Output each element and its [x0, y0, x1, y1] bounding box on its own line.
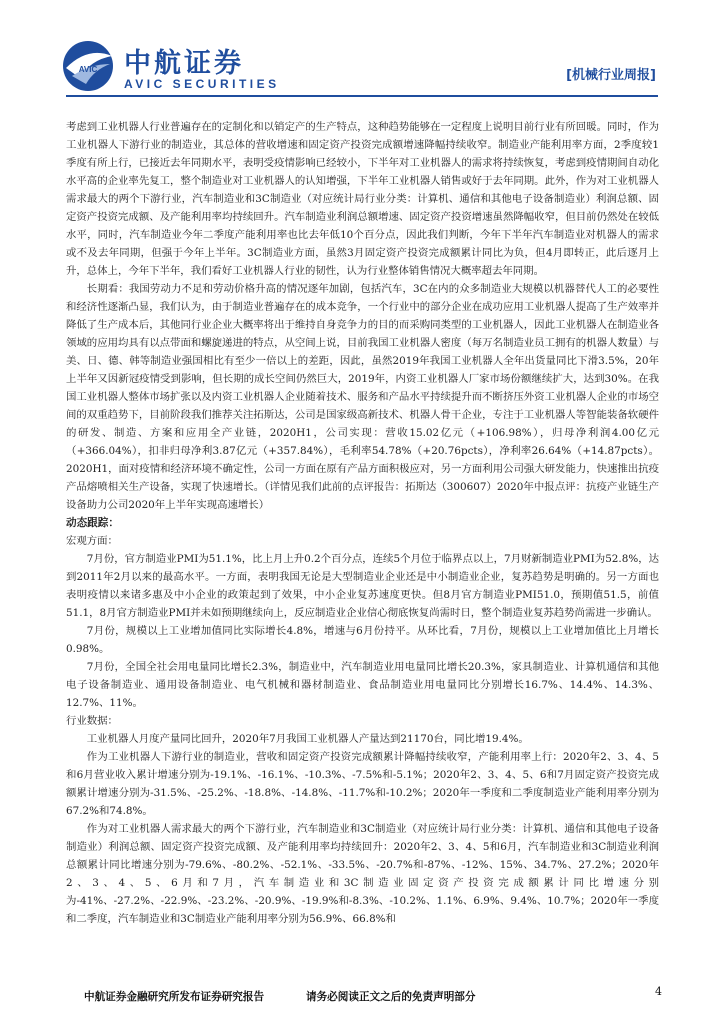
paragraph-robot-output: 工业机器人月度产量同比回升，2020年7月我国工业机器人产量达到21170台，同比增19.4%。: [86, 733, 529, 745]
subsection-title-macro: 宏观方面：: [66, 535, 118, 547]
footer-publisher: 中航证券金融研究所发布证券研究报告: [84, 991, 265, 1003]
header-divider: [66, 95, 658, 97]
paragraph-macro-industrial-output: 7月份，规模以上工业增加值同比实际增长4.8%，增速与6月份持平。从环比看，7月份，规模以上工业增加值比上月增长0.98%。: [66, 625, 659, 655]
page-header: [0, 0, 724, 112]
page-number: 4: [655, 985, 662, 998]
report-body: [66, 118, 659, 928]
paragraph-macro-electricity: 7月份，全国全社会用电量同比增长2.3%，制造业中，汽车制造业用电量同比增长20.3%，家具制造业、计算机通信和其他电子设备制造业、通用设备制造业、电气机械和器材制造业、食品制造业用电量同比分别增长16.7%、14.4%、14.3%、12.7%、11%。: [66, 661, 659, 709]
paragraph-macro-pmi: 7月份，官方制造业PMI为51.1%，比上月上升0.2个百分点，连续5个月位于临界点以上，7月财新制造业PMI为52.8%，达到2011年2月以来的最高水平。一方面，表明我国无论是大型制造业企业还是中小制造业企业，复苏趋势是明确的。另一方面也表明疫情以来诸多惠及中小企业的政策起到了效果，中小企业复苏速度更快。但8月官方制造业PMI51.0，预期值51.5，前值51.1，8月官方制造业PMI并未如预期继续向上，反应制造业企业信心彻底恢复尚需时日，整个制造业复苏趋势尚需进一步确认。: [66, 553, 659, 619]
logo-badge-text: AVIC: [78, 65, 98, 74]
paragraph-auto-3c-data: 作为对工业机器人需求最大的两个下游行业，汽车制造业和3C制造业（对应统计局行业分类：计算机、通信和其他电子设备制造业）利润总额、固定资产投资完成额、及产能利用率均持续回升：2020年2、3、4、5和6月，汽车制造业和3C制造业利润总额累计同比增速分别为-79.6%、-80.2%、-52.1%、-33.5%、-20.7%和-87%、-12%、15%、34.7%、27.2%；2020年2、3、4、5、6月和7月，汽车制造业和3C制造业固定资产投资完成额累计同比增速分别为-41%、-27.2%、-22.9%、-23.2%、-20.9%、-19.9%和-8.3%、-10.2%、1.1%、6.9%、9.4%、10.7%；2020年一季度和二季度，汽车制造业和3C制造业产能利用率分别为56.9%、66.8%和: [66, 823, 659, 925]
report-type-label: [机械行业周报]: [566, 68, 656, 83]
paragraph-long-term-view: 长期看：我国劳动力不足和劳动价格升高的情况逐年加剧，包括汽车，3C在内的众多制造业大规模以机器替代人工的必要性和经济性逐渐凸显，我们认为，由于制造业普遍存在的成本竞争，一个行业中的部分企业在成功应用工业机器人提高了生产效率并降低了生产成本后，其他同行业企业大概率将出于维持自身竞争力的目的而采购同类型的工业机器人，因此工业机器人在制造业各领域的应用均具有以点带面和螺旋递进的特点，从空间上说，目前我国工业机器人密度（每万名制造业员工拥有的机器人数量）与美、日、德、韩等制造业强国相比有至少一倍以上的差距，因此，虽然2019年我国工业机器人全年出货量同比下滑3.5%，20年上半年又因新冠疫情受到影响，但长期的成长空间仍然巨大，2019年，内资工业机器人厂家市场份额继续扩大，达到30%。在我国工业机器人整体市场扩张以及内资工业机器人企业随着技术、服务和产品水平持续提升而不断挤压外资工业机器人企业的市场空间的双重趋势下，目前阶段我们推荐关注拓斯达，公司是国家级高新技术、机器人骨干企业，专注于工业机器人等智能装备软硬件的研发、制造、方案和应用全产业链，2020H1，公司实现：营收15.02亿元（+106.98%），归母净利润4.00亿元（+366.04%），扣非归母净利3.87亿元（+357.84%），毛利率54.78%（+20.76pcts），净利率26.64%（+14.87pcts）。2020H1，面对疫情和经济环境不确定性，公司一方面在原有产品方面积极应对，另一方面利用公司强大研发能力，快速推出抗疫产品熔喷相关生产设备，实现了快速增长。（详情见我们此前的点评报告：拓斯达（300607）2020年中报点评：抗疫产业链生产设备助力公司2020年上半年实现高速增长）: [66, 283, 659, 511]
paragraph-manufacturing-revenue: 作为工业机器人下游行业的制造业，营收和固定资产投资完成额累计降幅持续收窄，产能利用率上行：2020年2、3、4、5和6月营业收入累计增速分别为-19.1%、-16.1%、-10.3%、-7.5%和-5.1%；2020年2、3、4、5、6和7月固定资产投资完成额累计增速分别为-31.5%、-25.2%、-18.8%、-14.8%、-11.7%和-10.2%；2020年一季度和二季度制造业产能利用率分别为67.2%和74.8%。: [66, 751, 659, 817]
footer-disclaimer: 请务必阅读正文之后的免责声明部分: [306, 991, 476, 1003]
company-logo-text: 中航证券: [124, 48, 244, 79]
section-title-dynamic-tracking: 动态跟踪：: [66, 517, 119, 529]
avic-logo-icon: [60, 38, 116, 94]
company-logo-subtext: AVIC SECURITIES: [124, 77, 280, 91]
subsection-title-industry-data: 行业数据：: [66, 715, 118, 727]
paragraph-industry-outlook: 考虑到工业机器人行业普遍存在的定制化和以销定产的生产特点，这种趋势能够在一定程度上说明目前行业有所回暖。同时，作为工业机器人下游行业的制造业，其总体的营收增速和固定资产投资完成额增速降幅持续收窄。制造业产能利用率方面，2季度较1季度有所上行，已接近去年同期水平，表明受疫情影响已经较小，下半年对工业机器人的需求将持续恢复，考虑到疫情期间自动化水平高的企业率先复工，整个制造业对工业机器人的认知增强，下半年工业机器人销售或好于去年同期。此外，作为对工业机器人需求最大的两个下游行业，汽车制造业和3C制造业（对应统计局行业分类：计算机、通信和其他电子设备制造业）利润总额、固定资产投资完成额、及产能利用率均持续回升。汽车制造业利润总额增速、固定资产投资增速虽然降幅收窄，但目前仍然处在较低水平，同时，汽车制造业今年二季度产能利用率也比去年低10个百分点，因此我们判断，今年下半年汽车制造业对机器人的需求或不及去年同期，但强于今年上半年。3C制造业方面，虽然3月固定资产投资完成额累计同比为负，但4月即转正，此后逐月上升，总体上，今年下半年，我们看好工业机器人行业的韧性，认为行业整体销售情况大概率超去年同期。: [66, 121, 659, 277]
